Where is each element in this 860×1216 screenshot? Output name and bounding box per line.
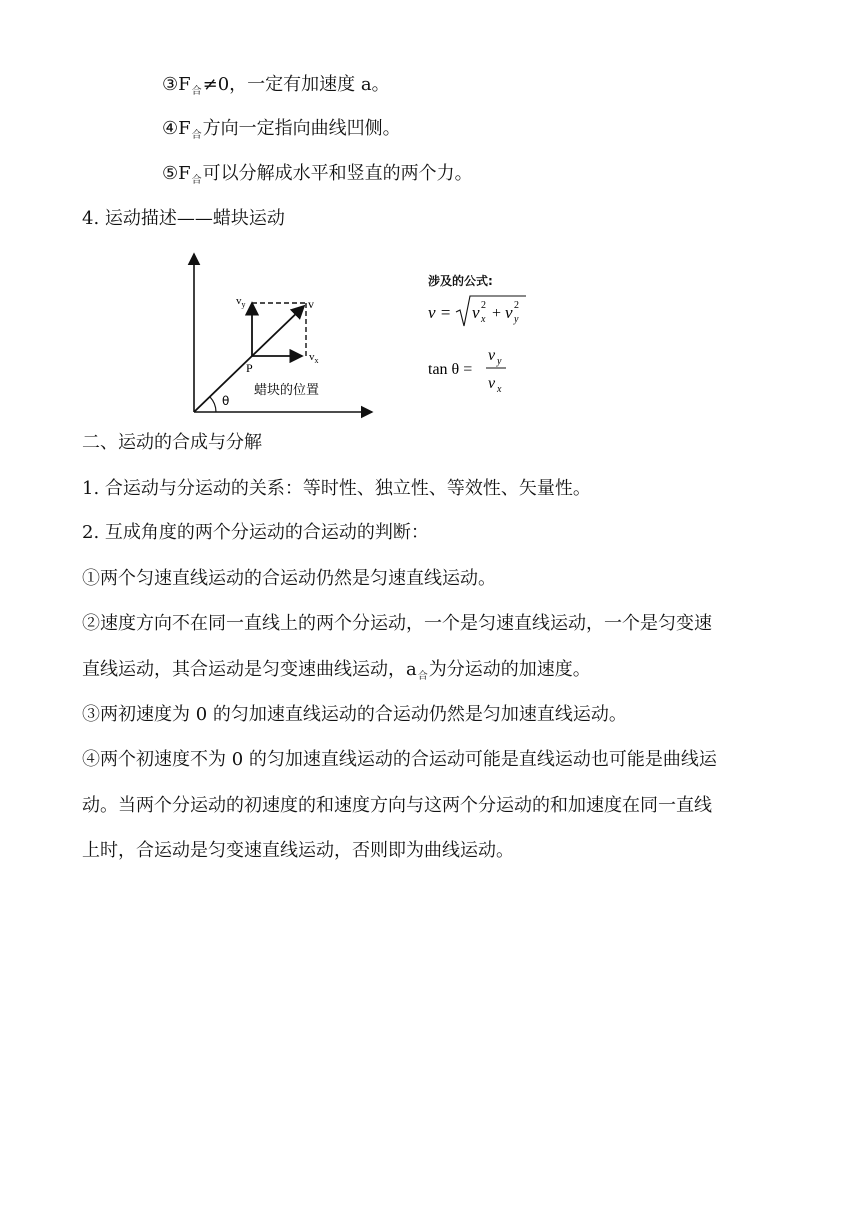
section-2-c1: ①两个匀速直线运动的合运动仍然是匀速直线运动。 [82,568,496,589]
formula-title: 涉及的公式: [428,274,493,288]
wax-block-figure [178,248,378,420]
heading-4: 4. 运动描述——蜡块运动 [82,208,285,229]
section-2-c2a: ②速度方向不在同一直线上的两个分运动，一个是匀速直线运动，一个是匀变速 [82,613,712,634]
section-2-p2: 2. 互成角度的两个分运动的合运动的判断： [82,522,429,543]
vy-label: $v_y$ [236,295,246,309]
item-4-prefix: ④F [162,118,191,139]
section-2-c4b: 动。当两个分运动的初速度的和速度方向与这两个分运动的和加速度在同一直线 [82,795,712,816]
c2b-pre: 直线运动，其合运动是匀变速曲线运动，a [82,659,417,680]
svg-text:v: v [505,303,513,322]
svg-text:v: v [488,347,496,364]
item-4-sub: 合 [191,130,202,141]
p-label: P [246,361,253,375]
svg-text:x: x [481,314,486,325]
section-2-c3: ③两初速度为 0 的匀加速直线运动的合运动仍然是匀加速直线运动。 [82,704,627,725]
svg-text:y: y [497,356,502,367]
v-vector [252,306,304,356]
svg-text:x: x [497,384,502,395]
section-2-c2b [82,659,591,688]
item-5-sub: 合 [191,175,202,186]
item-3-suffix: ≠0，一定有加速度 a。 [202,74,390,95]
item-4-suffix: 方向一定指向曲线凹侧。 [202,118,401,139]
vx-label: $v_x$ [309,351,319,365]
theta-label: θ [222,394,230,408]
svg-text:2: 2 [481,300,486,311]
section-2-p1: 1. 合运动与分运动的关系：等时性、独立性、等效性、矢量性。 [82,478,591,499]
c2b-sub: 合 [417,671,428,682]
v-lhs: v = [428,303,452,322]
v-label: v [308,297,314,311]
item-4 [162,118,401,147]
item-3-sub: 合 [191,86,202,97]
theta-arc [210,397,216,412]
item-3-prefix: ③F [162,74,191,95]
section-2-c4c: 上时，合运动是匀变速直线运动，否则即为曲线运动。 [82,840,514,861]
svg-text:v: v [488,375,496,392]
svg-text:2: 2 [514,300,519,311]
svg-text:+: + [492,305,502,322]
section-2-heading: 二、运动的合成与分解 [82,432,262,453]
item-5-suffix: 可以分解成水平和竖直的两个力。 [202,163,473,184]
section-2-c4a: ④两个初速度不为 0 的匀加速直线运动的合运动可能是直线运动也可能是曲线运 [82,749,717,770]
c2b-post: 为分运动的加速度。 [428,659,591,680]
formula-v-sqrt [426,266,566,396]
svg-text:y: y [514,314,519,325]
caption-label: 蜡块的位置 [254,383,320,398]
item-5-prefix: ⑤F [162,163,191,184]
formula-block [426,266,566,406]
svg-text:v: v [472,303,480,322]
item-5 [162,163,473,192]
tan-lhs: tan θ = [428,361,473,378]
item-3 [162,74,390,103]
